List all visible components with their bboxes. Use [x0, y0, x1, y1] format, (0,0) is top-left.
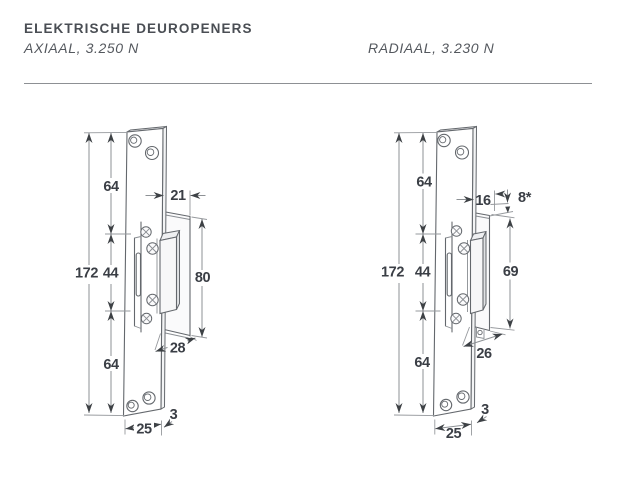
axial-keeper-height-label: 80 — [194, 270, 211, 286]
radial-keeper-depth-label: 16 — [475, 193, 491, 209]
radial-middle-dim-label: 44 — [414, 264, 431, 281]
variant-axial-label: AXIAAL, 3.250 N — [24, 40, 139, 56]
axial-phillips-screw — [147, 243, 158, 254]
radial-upper-dim-label: 64 — [416, 174, 432, 191]
radial-phillips-screw — [458, 243, 469, 254]
axial-keeper-depth-label: 21 — [170, 188, 186, 204]
radial-keeper-bottom-label: 26 — [476, 346, 492, 362]
axial-middle-dim-label: 44 — [102, 265, 119, 282]
axial-phillips-screw — [141, 227, 151, 237]
axial-phillips-screw — [147, 294, 158, 305]
radial-phillips-screw — [457, 294, 468, 305]
radial-phillips-screw — [451, 226, 461, 236]
axial-total-dim-label: 172 — [75, 265, 98, 282]
axial-drawing — [73, 127, 211, 438]
radial-plate-thickness-label: 3 — [481, 402, 489, 418]
radial-phillips-screw — [451, 313, 461, 323]
page-title: ELEKTRISCHE DEUROPENERS — [24, 21, 253, 36]
axial-upper-dim-label: 64 — [103, 179, 119, 195]
axial-plate-width-label: 25 — [136, 421, 152, 438]
axial-lower-dim-label: 64 — [103, 357, 119, 373]
radial-keeper-height-label: 69 — [502, 264, 519, 280]
radial-lower-dim-label: 64 — [414, 355, 430, 371]
radial-drawing — [381, 127, 532, 443]
radial-lip-offset-label: 8* — [518, 190, 531, 206]
axial-keeper-bottom-label: 28 — [169, 340, 186, 357]
variant-radial-label: RADIAAL, 3.230 N — [368, 40, 495, 56]
axial-phillips-screw — [141, 313, 151, 323]
axial-plate-thickness-label: 3 — [169, 407, 178, 423]
radial-plate-width-label: 25 — [445, 426, 462, 442]
radial-total-dim-label: 172 — [381, 264, 404, 281]
